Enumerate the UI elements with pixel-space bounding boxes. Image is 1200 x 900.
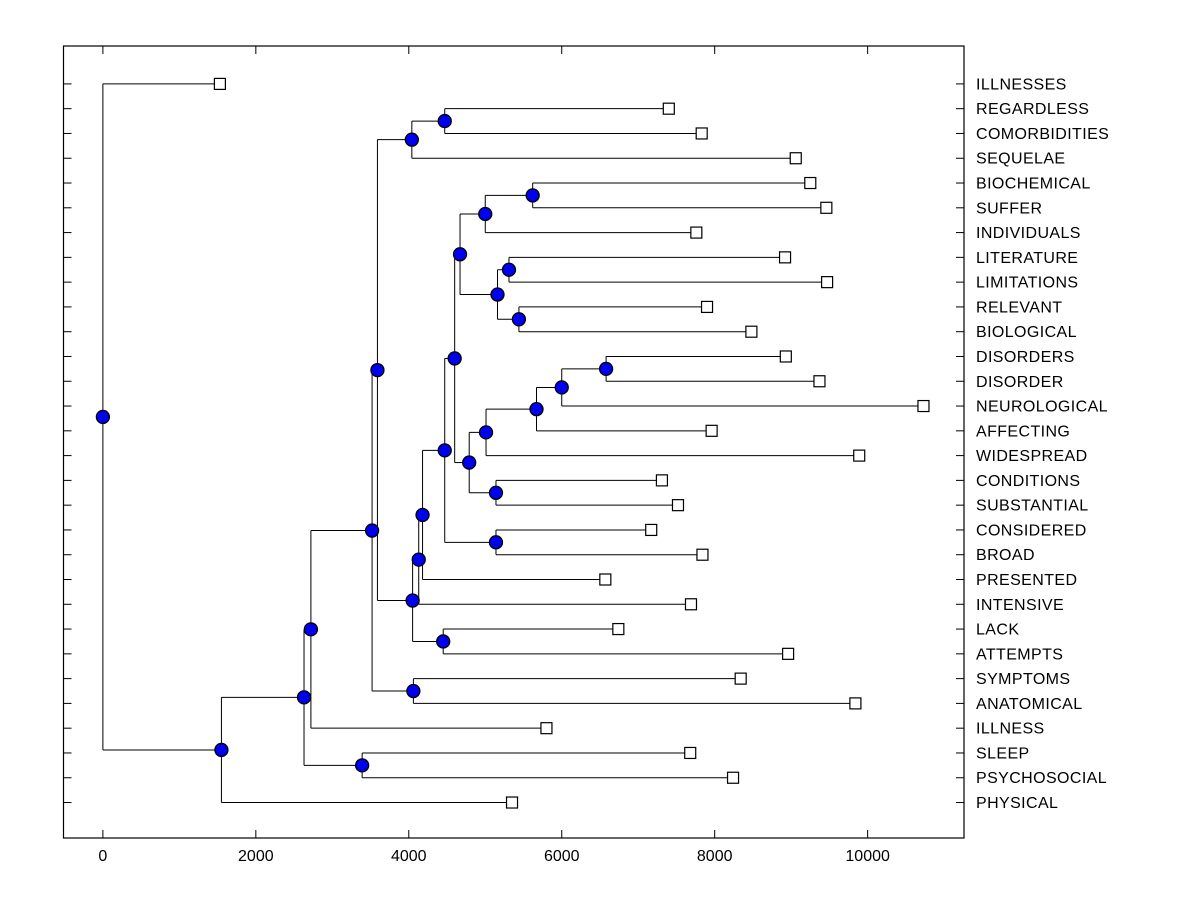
leaf-marker [672,500,683,511]
internal-node-marker [454,248,467,261]
leaf-label: INTENSIVE [976,596,1065,614]
leaf-label: REGARDLESS [976,101,1090,119]
internal-node-marker [406,594,419,607]
leaf-marker [656,475,667,486]
leaf-marker [790,153,801,164]
leaf-marker [663,103,674,114]
leaf-marker [780,252,791,263]
leaf-label: WIDESPREAD [976,448,1088,466]
leaf-marker [821,202,832,213]
internal-node-marker [448,352,461,365]
internal-node-marker [215,743,228,756]
leaf-label: RELEVANT [976,299,1063,317]
leaf-marker [780,351,791,362]
leaf-label: PHYSICAL [976,795,1059,813]
leaf-marker [697,549,708,560]
leaf-label: DISORDER [976,373,1064,391]
internal-node-marker [437,635,450,648]
leaf-marker [814,376,825,387]
leaf-marker [613,624,624,635]
leaf-label: DISORDERS [976,348,1075,366]
leaf-marker [691,227,702,238]
internal-node-marker [526,189,539,202]
x-tick-label: 0 [98,848,108,865]
leaf-marker [706,425,717,436]
leaf-marker [507,797,518,808]
x-tick-label: 6000 [543,848,580,865]
leaf-label: BROAD [976,547,1035,565]
internal-node-marker [356,759,369,772]
leaf-label: INDIVIDUALS [976,225,1081,243]
leaf-marker [702,301,713,312]
leaf-marker [850,698,861,709]
internal-node-marker [489,536,502,549]
leaf-label: ATTEMPTS [976,646,1064,664]
leaf-label: CONDITIONS [976,472,1081,490]
x-tick-label: 10000 [845,848,890,865]
leaf-label: ILLNESS [976,720,1045,738]
leaf-marker [685,599,696,610]
leaf-marker [854,450,865,461]
x-tick-label: 8000 [696,848,733,865]
internal-node-marker [489,486,502,499]
internal-node-marker [371,364,384,377]
leaf-marker [685,747,696,758]
internal-node-marker [96,410,109,423]
internal-node-marker [405,133,418,146]
leaf-label: SUFFER [976,200,1043,218]
internal-node-marker [438,115,451,128]
leaf-label: LITERATURE [976,249,1079,267]
leaf-label: ILLNESSES [976,76,1067,94]
internal-node-marker [600,362,613,375]
internal-node-marker [298,691,311,704]
leaf-label: SYMPTOMS [976,671,1071,689]
leaf-marker [822,277,833,288]
leaf-label: PSYCHOSOCIAL [976,770,1108,788]
leaf-label: SEQUELAE [976,150,1066,168]
internal-node-marker [416,508,429,521]
leaf-label: SLEEP [976,745,1030,763]
leaf-label: NEUROLOGICAL [976,398,1108,416]
leaf-marker [805,178,816,189]
leaf-marker [600,574,611,585]
internal-node-marker [366,524,379,537]
leaf-label: SUBSTANTIAL [976,497,1089,515]
internal-node-marker [512,313,525,326]
x-tick-label: 2000 [238,848,274,865]
leaf-label: ANATOMICAL [976,695,1083,713]
leaf-marker [746,326,757,337]
leaf-label: COMORBIDITIES [976,125,1110,143]
internal-node-marker [438,444,451,457]
internal-node-marker [463,456,476,469]
leaf-marker [735,673,746,684]
leaf-label: CONSIDERED [976,522,1087,540]
internal-node-marker [304,623,317,636]
leaf-label: BIOCHEMICAL [976,175,1091,193]
leaf-label: LIMITATIONS [976,274,1079,292]
leaf-marker [646,524,657,535]
internal-node-marker [412,553,425,566]
internal-node-marker [491,288,504,301]
internal-node-marker [530,403,543,416]
leaf-label: PRESENTED [976,572,1078,589]
internal-node-marker [407,685,420,698]
leaf-label: LACK [976,621,1020,639]
x-tick-label: 4000 [390,848,427,865]
leaf-marker [918,401,929,412]
leaf-marker [728,772,739,783]
internal-node-marker [502,263,515,276]
leaf-marker [783,648,794,659]
leaf-label: AFFECTING [976,423,1071,441]
leaf-label: BIOLOGICAL [976,324,1077,342]
leaf-marker [214,78,225,89]
internal-node-marker [555,381,568,394]
internal-node-marker [479,207,492,220]
internal-node-marker [480,426,493,439]
leaf-marker [696,128,707,139]
leaf-marker [541,723,552,734]
